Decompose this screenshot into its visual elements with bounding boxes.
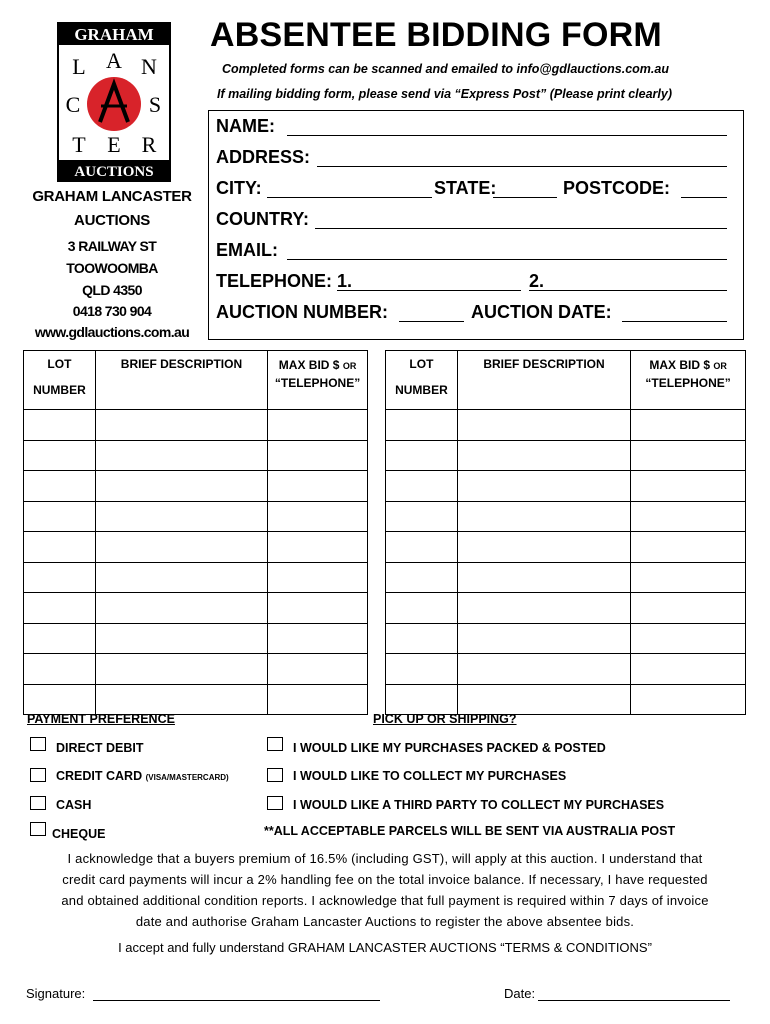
signature-label: Signature:	[26, 986, 86, 1001]
payment-preference-heading: PAYMENT PREFERENCE	[27, 712, 175, 726]
max-bid-cell[interactable]	[268, 440, 368, 471]
bid-row	[386, 410, 746, 441]
company-name-line2: AUCTIONS	[74, 212, 150, 229]
australia-post-note: **ALL ACCEPTABLE PARCELS WILL BE SENT VIA AUSTRALIA POST	[264, 824, 676, 838]
description-cell[interactable]	[457, 501, 630, 532]
company-name: GRAHAM LANCASTER	[32, 188, 192, 205]
max-bid-cell[interactable]	[631, 410, 746, 441]
lot-number-cell[interactable]	[24, 532, 96, 563]
max-bid-cell[interactable]	[631, 623, 746, 654]
svg-text:R: R	[141, 132, 157, 157]
lot-number-cell[interactable]	[386, 593, 458, 624]
credit-card-checkbox[interactable]	[30, 768, 46, 782]
description-cell[interactable]	[95, 532, 267, 563]
lot-number-header: LOT NUMBER	[386, 351, 458, 410]
shipping-heading: PICK UP OR SHIPPING?	[373, 712, 517, 726]
bid-row	[386, 654, 746, 685]
max-bid-cell[interactable]	[268, 471, 368, 502]
telephone-1-label: 1.	[337, 271, 353, 291]
acknowledgement-text: I acknowledge that a buyers premium of 16.5% (including GST), will apply at this auction. I understand that credit card payments will incur a 2% handling fee on the total invoice balance. If necessary, I have requested and obtained additional condition reports. I acknowledge that full payment is required within 7 days of invoice date and authorise Graham Lancaster Auctions to register the above absentee bids.	[61, 851, 709, 929]
email-label: EMAIL:	[216, 240, 278, 260]
third-party-label: I WOULD LIKE A THIRD PARTY TO COLLECT MY PURCHASES	[293, 798, 665, 812]
description-cell[interactable]	[95, 440, 267, 471]
max-bid-cell[interactable]	[631, 684, 746, 715]
lot-number-cell[interactable]	[386, 410, 458, 441]
svg-text:L: L	[72, 54, 86, 79]
max-bid-cell[interactable]	[631, 471, 746, 502]
auction-date-field[interactable]	[622, 321, 727, 322]
max-bid-header: MAX BID $ OR “TELEPHONE”	[268, 351, 368, 410]
lot-number-cell[interactable]	[24, 471, 96, 502]
lot-number-cell[interactable]	[24, 410, 96, 441]
bid-row	[386, 593, 746, 624]
max-bid-cell[interactable]	[268, 593, 368, 624]
description-cell[interactable]	[95, 593, 267, 624]
description-cell[interactable]	[457, 532, 630, 563]
mail-note: If mailing bidding form, please send via “Express Post” (Please print clearly)	[217, 87, 672, 101]
company-address-2: TOOWOOMBA	[66, 260, 158, 276]
lot-number-cell[interactable]	[386, 532, 458, 563]
lot-number-cell[interactable]	[386, 654, 458, 685]
lot-number-cell[interactable]	[386, 684, 458, 715]
name-label: NAME:	[216, 116, 275, 136]
telephone-1-field[interactable]	[337, 290, 521, 291]
description-cell[interactable]	[95, 654, 267, 685]
bidder-details-box	[208, 110, 744, 340]
bid-row	[24, 593, 368, 624]
collect-label: I WOULD LIKE TO COLLECT MY PURCHASES	[293, 769, 567, 783]
lot-number-cell[interactable]	[24, 623, 96, 654]
bid-row	[386, 471, 746, 502]
max-bid-cell[interactable]	[631, 501, 746, 532]
max-bid-cell[interactable]	[268, 654, 368, 685]
packed-posted-label: I WOULD LIKE MY PURCHASES PACKED & POSTED	[293, 741, 606, 755]
bid-row	[24, 684, 368, 715]
max-bid-cell[interactable]	[268, 410, 368, 441]
bid-row	[386, 440, 746, 471]
signature-field[interactable]	[93, 1000, 380, 1001]
country-field[interactable]	[315, 228, 727, 229]
lot-number-cell[interactable]	[386, 471, 458, 502]
description-cell[interactable]	[95, 623, 267, 654]
description-cell[interactable]	[95, 410, 267, 441]
packed-posted-checkbox[interactable]	[267, 737, 283, 751]
lot-number-cell[interactable]	[386, 623, 458, 654]
lot-number-cell[interactable]	[24, 562, 96, 593]
postcode-field[interactable]	[681, 197, 727, 198]
bid-row	[24, 623, 368, 654]
email-field[interactable]	[287, 259, 727, 260]
max-bid-cell[interactable]	[631, 532, 746, 563]
max-bid-cell[interactable]	[631, 654, 746, 685]
credit-card-label: CREDIT CARD (VISA/MASTERCARD)	[56, 769, 229, 783]
description-cell[interactable]	[457, 471, 630, 502]
bid-row	[24, 471, 368, 502]
svg-text:T: T	[72, 132, 86, 157]
third-party-checkbox[interactable]	[267, 796, 283, 810]
bid-row	[24, 532, 368, 563]
max-bid-cell[interactable]	[631, 562, 746, 593]
lot-number-cell[interactable]	[24, 654, 96, 685]
cheque-label: CHEQUE	[52, 827, 106, 841]
company-logo	[57, 22, 171, 182]
description-cell[interactable]	[95, 562, 267, 593]
svg-text:S: S	[148, 92, 162, 117]
max-bid-cell[interactable]	[631, 593, 746, 624]
bid-row	[24, 654, 368, 685]
lot-number-cell[interactable]	[24, 593, 96, 624]
description-cell[interactable]	[457, 623, 630, 654]
state-label: STATE:	[434, 178, 497, 198]
lot-number-cell[interactable]	[386, 562, 458, 593]
description-cell[interactable]	[95, 684, 267, 715]
direct-debit-label: DIRECT DEBIT	[56, 741, 144, 755]
email-note: Completed forms can be scanned and emailed to info@gdlauctions.com.au	[222, 62, 669, 76]
description-cell[interactable]	[457, 440, 630, 471]
max-bid-cell[interactable]	[268, 501, 368, 532]
svg-text:E: E	[107, 132, 121, 157]
company-address-1: 3 RAILWAY ST	[67, 238, 157, 254]
description-cell[interactable]	[457, 562, 630, 593]
brief-description-header: BRIEF DESCRIPTION	[95, 351, 267, 410]
lot-number-cell[interactable]	[386, 440, 458, 471]
company-address-3: QLD 4350	[82, 282, 142, 298]
svg-text:C: C	[65, 92, 81, 117]
description-cell[interactable]	[95, 501, 267, 532]
telephone-2-field[interactable]	[529, 290, 727, 291]
max-bid-cell[interactable]	[268, 684, 368, 715]
logo-text-graham: GRAHAM	[74, 25, 154, 44]
state-field[interactable]	[493, 197, 557, 198]
direct-debit-checkbox[interactable]	[30, 737, 46, 751]
auction-number-field[interactable]	[399, 321, 464, 322]
cash-label: CASH	[56, 798, 92, 812]
country-label: COUNTRY:	[216, 209, 309, 229]
city-label: CITY:	[216, 178, 262, 198]
cheque-checkbox[interactable]	[30, 822, 46, 836]
description-cell[interactable]	[457, 684, 630, 715]
address-field[interactable]	[317, 166, 727, 167]
company-website[interactable]: www.gdlauctions.com.au	[34, 324, 190, 340]
lot-number-cell[interactable]	[24, 501, 96, 532]
auction-number-label: AUCTION NUMBER:	[216, 302, 388, 322]
description-cell[interactable]	[457, 410, 630, 441]
bid-row	[24, 501, 368, 532]
svg-text:A: A	[106, 48, 122, 73]
lot-number-cell[interactable]	[386, 501, 458, 532]
max-bid-header: MAX BID $ OR “TELEPHONE”	[631, 351, 746, 410]
brief-description-header: BRIEF DESCRIPTION	[457, 351, 630, 410]
max-bid-cell[interactable]	[268, 532, 368, 563]
terms-acceptance: I accept and fully understand GRAHAM LANCASTER AUCTIONS “TERMS & CONDITIONS”	[118, 940, 652, 955]
bid-row	[24, 410, 368, 441]
bid-row	[24, 440, 368, 471]
address-label: ADDRESS:	[216, 147, 311, 167]
bid-row	[386, 562, 746, 593]
bid-row	[386, 532, 746, 563]
bid-row	[386, 501, 746, 532]
cash-checkbox[interactable]	[30, 796, 46, 810]
svg-text:AUCTIONS: AUCTIONS	[74, 164, 154, 180]
auction-date-label: AUCTION DATE:	[471, 302, 612, 322]
svg-text:N: N	[141, 54, 157, 79]
form-title: ABSENTEE BIDDING FORM	[210, 16, 662, 54]
lot-number-cell[interactable]	[24, 440, 96, 471]
name-field[interactable]	[287, 135, 727, 136]
collect-checkbox[interactable]	[267, 768, 283, 782]
city-field[interactable]	[267, 197, 432, 198]
max-bid-cell[interactable]	[268, 623, 368, 654]
postcode-label: POSTCODE:	[563, 178, 671, 198]
description-cell[interactable]	[95, 471, 267, 502]
lot-number-cell[interactable]	[24, 684, 96, 715]
date-field[interactable]	[538, 1000, 730, 1001]
telephone-2-label: 2.	[529, 271, 545, 291]
bid-row	[386, 684, 746, 715]
bids-table-left	[23, 350, 368, 715]
max-bid-cell[interactable]	[631, 440, 746, 471]
description-cell[interactable]	[457, 593, 630, 624]
lot-number-header: LOT NUMBER	[24, 351, 96, 410]
description-cell[interactable]	[457, 654, 630, 685]
company-phone: 0418 730 904	[72, 303, 152, 319]
bid-row	[24, 562, 368, 593]
bids-table-right	[385, 350, 746, 715]
date-label: Date:	[504, 986, 536, 1001]
max-bid-cell[interactable]	[268, 562, 368, 593]
bid-row	[386, 623, 746, 654]
telephone-label: TELEPHONE:	[216, 271, 333, 291]
